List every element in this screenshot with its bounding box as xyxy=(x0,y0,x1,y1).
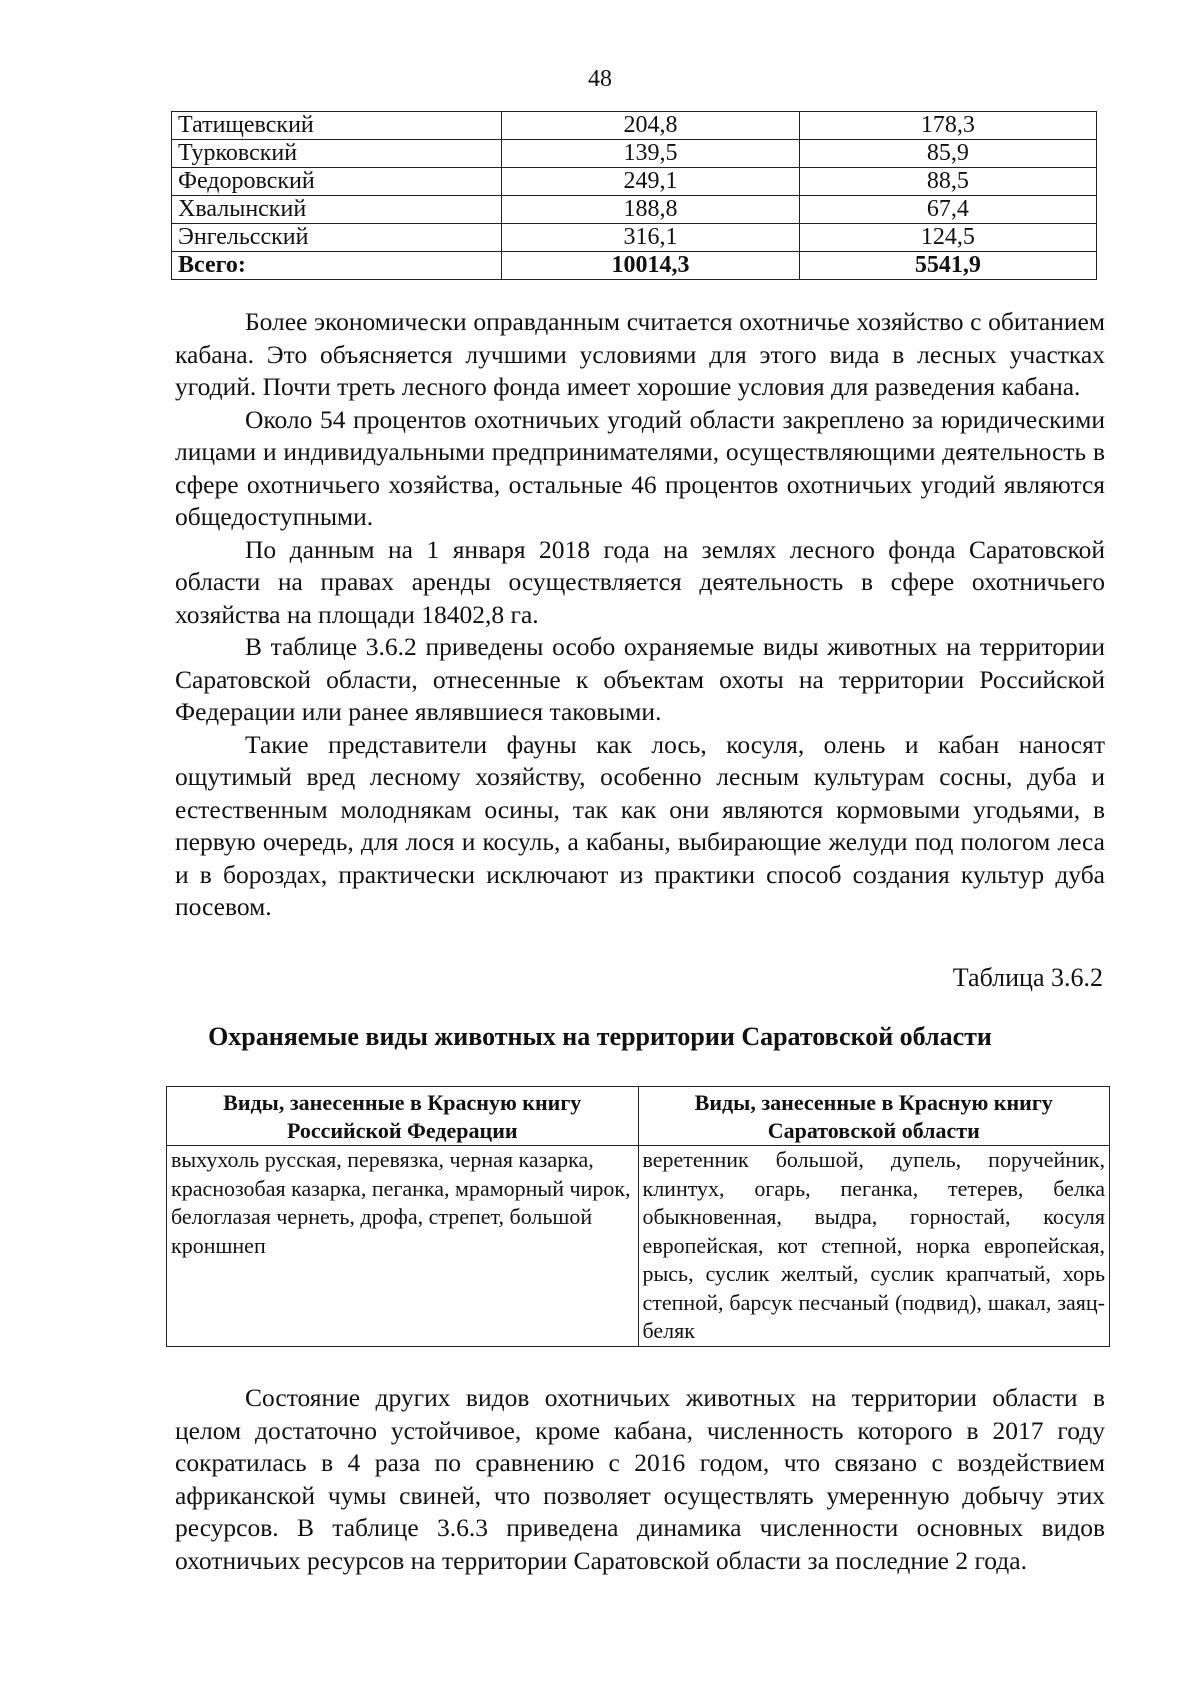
value-cell: 139,5 xyxy=(502,140,799,168)
value-cell: 85,9 xyxy=(799,140,1096,168)
value-cell: 178,3 xyxy=(799,112,1096,140)
hunting-area-table xyxy=(171,111,1097,280)
paragraph: Около 54 процентов охотничьих угодий области закреплено за юридическими лицами и индивидуальными предпринимателями, осуществляющими деятельность в сфере охотничьего хозяйства, остальные 46 процентов охотничьих угодий являются общедоступными. xyxy=(175,404,1105,531)
total-label: Всего: xyxy=(172,252,502,280)
total-value: 10014,3 xyxy=(502,252,799,280)
paragraph: В таблице 3.6.2 приведены особо охраняемые виды животных на территории Саратовской области, отнесенные к объектам охоты на территории Российской Федерации или ранее являвшиеся таковыми. xyxy=(175,632,1105,726)
table-row xyxy=(172,112,1097,140)
page-number: 48 xyxy=(588,66,612,92)
table-row xyxy=(172,196,1097,224)
district-name: Энгельсский xyxy=(172,224,502,252)
table-row xyxy=(167,1146,1110,1347)
species-saratov-cell: веретенник большой, дупель, поручейник, клинтух, огарь, пеганка, тетерев, белка обыкновенная, выдра, горностай, косуля европейская, кот степной, норка европейская, рысь, суслик желтый, суслик крапчатый, хорь степной, барсук песчаный (подвид), шакал, заяц-беляк xyxy=(638,1146,1110,1347)
table-caption: Таблица 3.6.2 xyxy=(952,963,1103,992)
value-cell: 67,4 xyxy=(799,196,1096,224)
table-row xyxy=(172,168,1097,196)
paragraph: Более экономически оправданным считается охотничье хозяйство с обитанием кабана. Это объясняется лучшими условиями для этого вида в лесных участках угодий. Почти треть лесного фонда имеет хорошие условия для разведения кабана. xyxy=(175,307,1105,401)
district-name: Татищевский xyxy=(172,112,502,140)
header-red-book-rf: Виды, занесенные в Красную книгу Российской Федерации xyxy=(167,1087,639,1146)
paragraph: Такие представители фауны как лось, косуля, олень и кабан наносят ощутимый вред лесному хозяйству, особенно лесным культурам сосны, дуба и естественным молоднякам осины, так как они являются кормовыми угодьями, в первую очередь, для лося и косуль, а кабаны, выбирающие желуди под пологом леса и в бороздах, практически исключают из практики способ создания культур дуба посевом. xyxy=(175,729,1105,921)
table-header-row xyxy=(167,1087,1110,1146)
header-red-book-saratov: Виды, занесенные в Красную книгу Саратовской области xyxy=(638,1087,1110,1146)
table-row xyxy=(172,140,1097,168)
district-name: Турковский xyxy=(172,140,502,168)
paragraph: Состояние других видов охотничьих животных на территории области в целом достаточно устойчивое, кроме кабана, численность которого в 2017 году сократилась в 4 раза по сравнению с 2016 годом, что связано с воздействием африканской чумы свиней, что позволяет осуществлять умеренную добычу этих ресурсов. В таблице 3.6.3 приведена динамика численности основных видов охотничьих ресурсов на территории Саратовской области за последние 2 года. xyxy=(175,1383,1105,1575)
table-total-row xyxy=(172,252,1097,280)
value-cell: 249,1 xyxy=(502,168,799,196)
district-name: Федоровский xyxy=(172,168,502,196)
value-cell: 316,1 xyxy=(502,224,799,252)
body-text-lower xyxy=(175,1382,1105,1577)
paragraph: По данным на 1 января 2018 года на землях лесного фонда Саратовской области на правах аренды осуществляется деятельность в сфере охотничьего хозяйства на площади 18402,8 га. xyxy=(175,534,1105,629)
value-cell: 88,5 xyxy=(799,168,1096,196)
value-cell: 204,8 xyxy=(502,112,799,140)
table-title: Охраняемые виды животных на территории Саратовской области xyxy=(208,1022,992,1051)
total-value: 5541,9 xyxy=(799,252,1096,280)
value-cell: 124,5 xyxy=(799,224,1096,252)
protected-species-table xyxy=(166,1086,1110,1347)
body-text-upper xyxy=(175,306,1105,924)
district-name: Хвалынский xyxy=(172,196,502,224)
value-cell: 188,8 xyxy=(502,196,799,224)
species-rf-cell: выхухоль русская, перевязка, черная казарка, краснозобая казарка, пеганка, мраморный чирок, белоглазая чернеть, дрофа, стрепет, большой кроншнеп xyxy=(167,1146,639,1347)
table-row xyxy=(172,224,1097,252)
